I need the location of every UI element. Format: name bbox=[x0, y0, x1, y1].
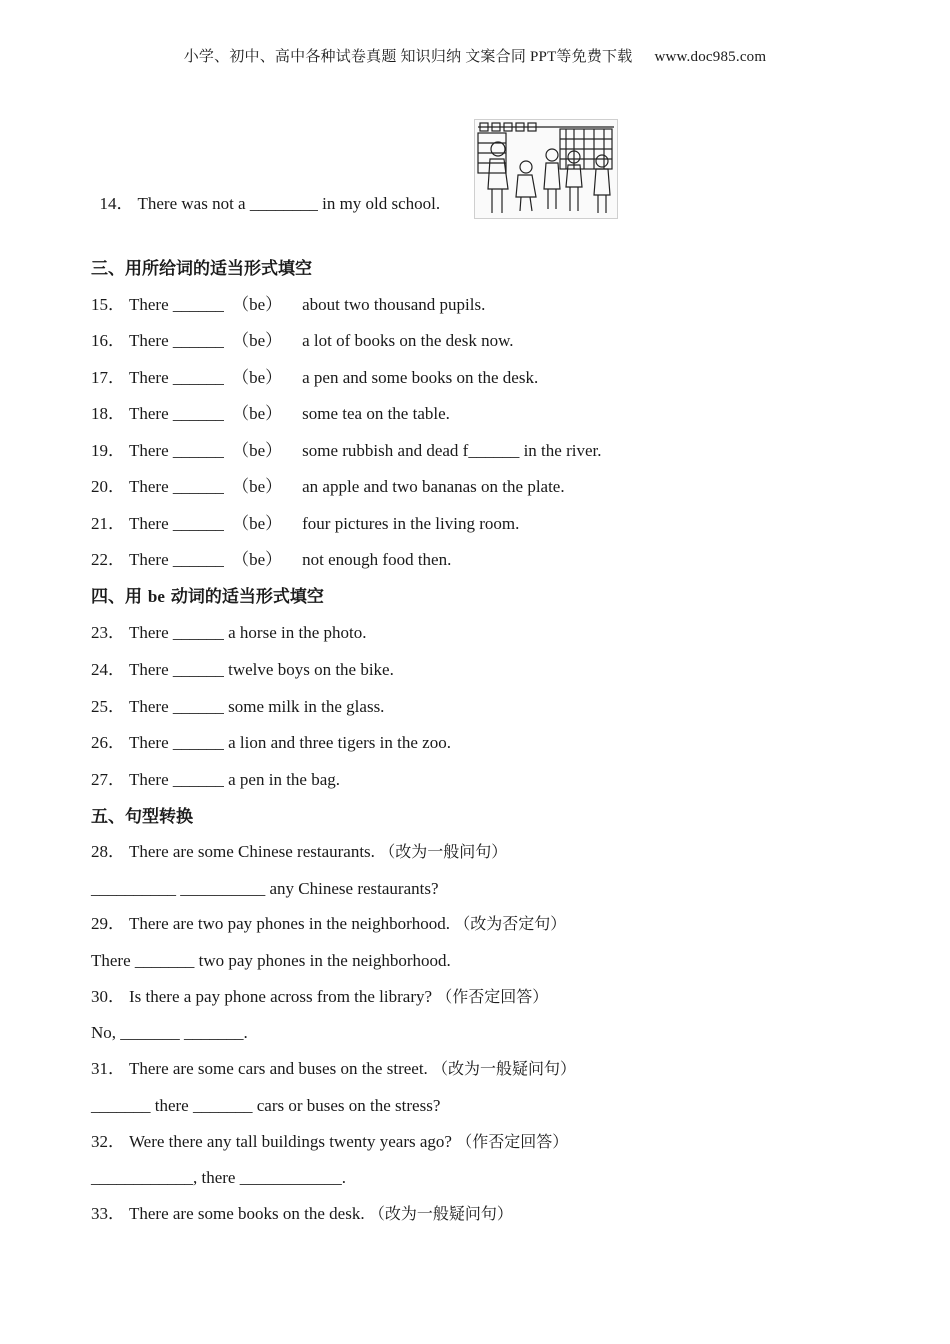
word-hint: （be） bbox=[232, 514, 283, 533]
question-stem: There ______ bbox=[129, 550, 224, 569]
question-rest: a pen and some books on the desk. bbox=[302, 368, 539, 387]
question-rest: an apple and two bananas on the plate. bbox=[302, 477, 565, 496]
question-rest: four pictures in the living room. bbox=[302, 514, 520, 533]
question-25 bbox=[91, 696, 384, 718]
question-19 bbox=[91, 440, 601, 462]
page-header bbox=[0, 45, 950, 66]
question-stem: There ______ bbox=[129, 441, 224, 460]
section-4-be: be bbox=[147, 587, 165, 606]
word-hint: （be） bbox=[232, 477, 283, 496]
question-27 bbox=[91, 769, 340, 791]
instruction-note: （改为一般疑问句） bbox=[432, 1059, 577, 1078]
question-stem: There ______ bbox=[129, 404, 224, 423]
question-17 bbox=[91, 367, 538, 389]
question-26 bbox=[91, 732, 451, 754]
instruction-note: （改为否定句） bbox=[454, 914, 567, 933]
question-text: There ______ twelve boys on the bike. bbox=[129, 660, 394, 679]
question-text: There are some books on the desk. bbox=[129, 1204, 369, 1223]
question-number: 14． bbox=[99, 194, 134, 213]
question-20 bbox=[91, 476, 565, 498]
question-number: 32． bbox=[91, 1132, 125, 1151]
question-number: 21． bbox=[91, 514, 125, 533]
question-rest: about two thousand pupils. bbox=[302, 295, 486, 314]
question-18 bbox=[91, 403, 450, 425]
answer-31: _______ there _______ cars or buses on the stress? bbox=[91, 1096, 441, 1115]
question-number: 15． bbox=[91, 295, 125, 314]
section-4-post: 动词的适当形式填空 bbox=[164, 587, 324, 607]
word-hint: （be） bbox=[232, 295, 283, 314]
answer-28: __________ __________ any Chinese restaurants? bbox=[91, 879, 439, 898]
word-hint: （be） bbox=[232, 441, 283, 460]
word-hint: （be） bbox=[232, 404, 283, 423]
instruction-note: （作否定回答） bbox=[436, 987, 549, 1006]
answer-29: There _______ two pay phones in the neighborhood. bbox=[91, 951, 451, 970]
section-5-title: 五、句型转换 bbox=[91, 807, 193, 827]
question-number: 20． bbox=[91, 477, 125, 496]
question-stem: There ______ bbox=[129, 295, 224, 314]
question-rest: a lot of books on the desk now. bbox=[302, 331, 514, 350]
header-text: 小学、初中、高中各种试卷真题 知识归纳 文案合同 PPT等免费下载 bbox=[183, 49, 633, 65]
question-stem: There ______ bbox=[129, 477, 224, 496]
question-stem: There ______ bbox=[129, 368, 224, 387]
question-32 bbox=[91, 1131, 568, 1153]
question-number: 25． bbox=[91, 697, 125, 716]
question-number: 29． bbox=[91, 914, 125, 933]
word-hint: （be） bbox=[232, 331, 283, 350]
question-23 bbox=[91, 622, 366, 644]
question-15 bbox=[91, 294, 485, 316]
question-21 bbox=[91, 513, 519, 535]
question-text: Were there any tall buildings twenty years ago? bbox=[129, 1132, 457, 1151]
word-hint: （be） bbox=[232, 550, 283, 569]
header-site[interactable]: www.doc985.com bbox=[654, 49, 767, 65]
section-3-title: 三、用所给词的适当形式填空 bbox=[91, 259, 312, 279]
library-illustration bbox=[474, 119, 618, 219]
question-text: There ______ a lion and three tigers in the zoo. bbox=[129, 733, 451, 752]
question-text: There are some cars and buses on the street. bbox=[129, 1059, 433, 1078]
question-number: 23． bbox=[91, 623, 125, 642]
question-number: 22． bbox=[91, 550, 125, 569]
answer-30: No, _______ _______. bbox=[91, 1023, 248, 1042]
question-rest: some tea on the table. bbox=[302, 404, 450, 423]
question-number: 19． bbox=[91, 441, 125, 460]
question-number: 24． bbox=[91, 660, 125, 679]
question-number: 28． bbox=[91, 842, 125, 861]
question-number: 18． bbox=[91, 404, 125, 423]
question-number: 17． bbox=[91, 368, 125, 387]
question-rest: some rubbish and dead f______ in the river. bbox=[302, 441, 602, 460]
question-number: 26． bbox=[91, 733, 125, 752]
question-text: There ______ some milk in the glass. bbox=[129, 697, 385, 716]
question-text: There ______ a horse in the photo. bbox=[129, 623, 367, 642]
question-33 bbox=[91, 1203, 513, 1225]
question-number: 31． bbox=[91, 1059, 125, 1078]
answer-32: ____________, there ____________. bbox=[91, 1168, 346, 1187]
question-text: There was not a ________ in my old school. bbox=[137, 194, 441, 213]
question-stem: There ______ bbox=[129, 331, 224, 350]
question-text: There are some Chinese restaurants. bbox=[129, 842, 380, 861]
instruction-note: （作否定回答） bbox=[456, 1132, 569, 1151]
question-16 bbox=[91, 330, 514, 352]
question-24 bbox=[91, 659, 394, 681]
question-28 bbox=[91, 841, 507, 863]
question-text: There ______ a pen in the bag. bbox=[129, 770, 341, 789]
question-number: 33． bbox=[91, 1204, 125, 1223]
question-30 bbox=[91, 986, 548, 1008]
section-4-title bbox=[91, 586, 324, 608]
instruction-note: （改为一般问句） bbox=[379, 842, 508, 861]
section-4-pre: 四、用 bbox=[91, 587, 148, 607]
question-31 bbox=[91, 1058, 576, 1080]
question-stem: There ______ bbox=[129, 514, 224, 533]
question-14 bbox=[91, 171, 440, 215]
question-rest: not enough food then. bbox=[302, 550, 452, 569]
question-22 bbox=[91, 549, 451, 571]
question-number: 30． bbox=[91, 987, 125, 1006]
question-number: 16． bbox=[91, 331, 125, 350]
word-hint: （be） bbox=[232, 368, 283, 387]
question-29 bbox=[91, 913, 566, 935]
question-text: There are two pay phones in the neighborhood. bbox=[129, 914, 455, 933]
question-number: 27． bbox=[91, 770, 125, 789]
instruction-note: （改为一般疑问句） bbox=[368, 1204, 513, 1223]
question-text: Is there a pay phone across from the library? bbox=[129, 987, 437, 1006]
